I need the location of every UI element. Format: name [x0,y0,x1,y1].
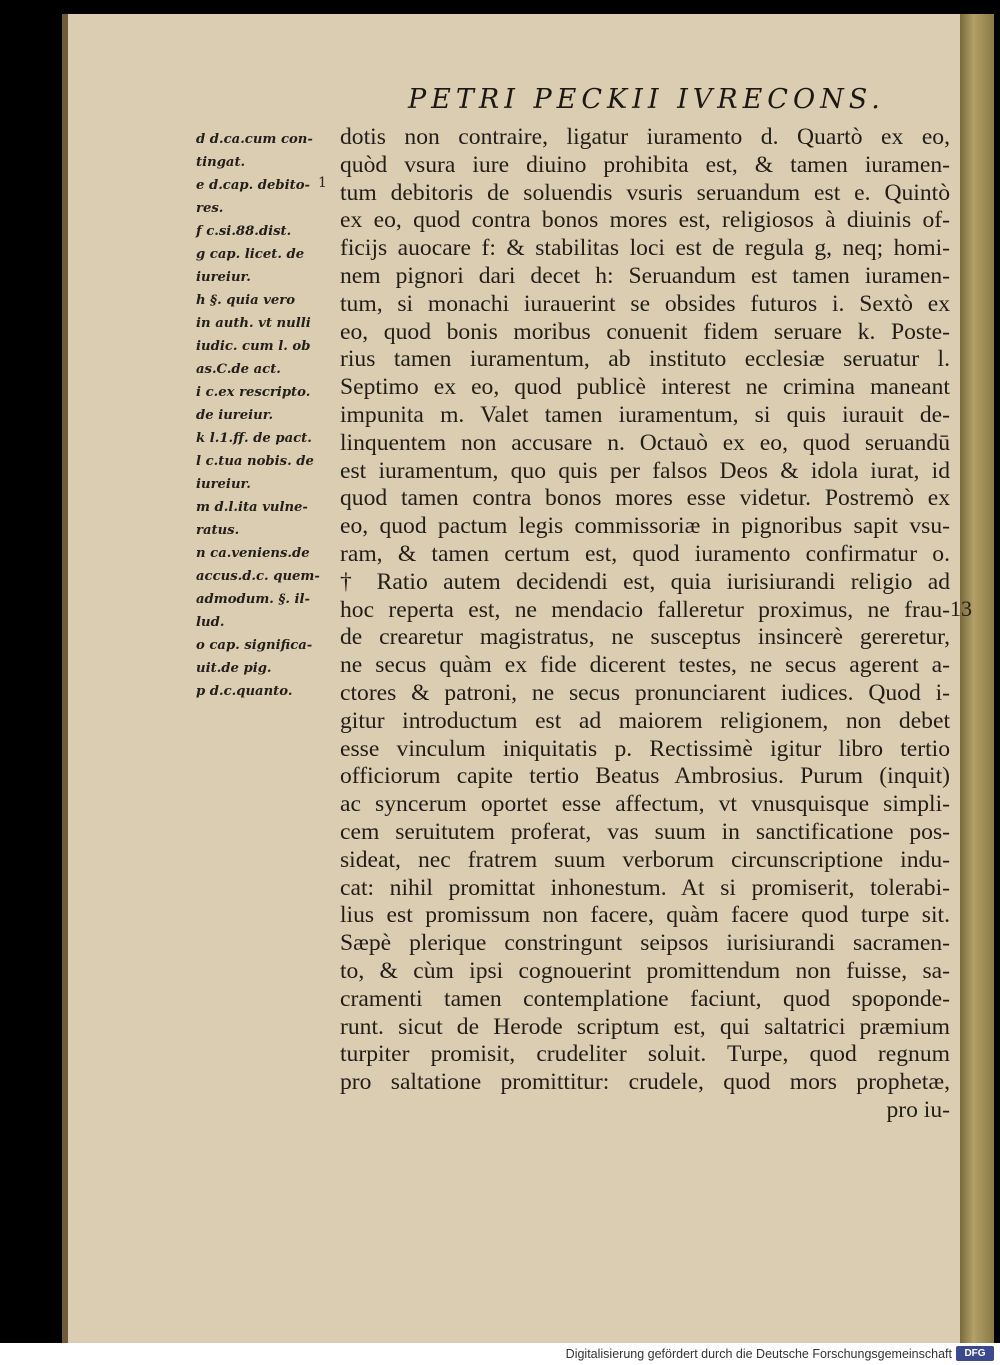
marginal-note-line: h §. quia vero [196,293,296,308]
marginal-note-line: f c.si.88.dist. [196,224,292,239]
marginal-notes [196,128,336,703]
text-line: eo, quod bonis moribus conuenit fidem seruare k. Poste- [340,318,950,345]
text-line: tum debitoris de soluendis vsuris seruandum est e. Quintò [340,179,950,206]
text-line: est iuramentum, quo quis per falsos Deos & idola iurat, id [340,457,950,484]
text-line: sideat, nec fratrem suum verborum circunscriptione indu- [340,846,950,873]
text-line: ram, & tamen certum est, quod iuramento confirmatur o. [340,540,950,567]
text-line: quòd vsura iure diuino prohibita est, & tamen iuramen- [340,151,950,178]
marginal-note-line: k l.1.ff. de pact. [196,431,312,446]
marginal-note-line: i c.ex rescripto. [196,385,311,400]
text-line: quod tamen contra bonos mores esse videtur. Postremò ex [340,485,950,512]
text-line: † Ratio autem decidendi est, quia iurisiurandi religio ad [340,568,950,595]
marginal-note-line: o cap. significa- [196,638,313,653]
text-line: esse vinculum iniquitatis p. Rectissimè igitur libro tertio [340,735,950,762]
page-gutter [62,14,68,1343]
marginal-note-line: ratus. [196,523,240,538]
text-line: gitur introductum est ad maiorem religionem, non debet [340,707,950,734]
text-line: linquentem non accusare n. Octauò ex eo, quod seruandū [340,429,950,456]
marginal-note-line: p d.c.quanto. [196,684,293,699]
text-line: tum, si monachi iurauerint se obsides futuros i. Sextò ex [340,290,950,317]
text-line: rius tamen iuramentum, ab instituto ecclesiæ seruatur l. [340,346,950,373]
signature-mark: 1 [318,175,327,191]
main-text [340,124,950,1125]
text-line: turpiter promisit, crudeliter soluit. Turpe, quod regnum [340,1041,950,1068]
text-line: pro saltatione promittitur: crudele, quod mors prophetæ, [340,1069,950,1096]
dfg-logo: DFG [956,1346,994,1361]
text-line: impunita m. Valet tamen iuramentum, si quis iurauit de- [340,401,950,428]
marginal-note-line: in auth. vt nulli [196,316,311,331]
marginal-note-line: d d.ca.cum con- [196,132,313,147]
margin-number: 13 [950,596,972,621]
text-line: ex eo, quod contra bonos mores est, religiosos à diuinis of- [340,207,950,234]
marginal-note-line: uit.de pig. [196,661,272,676]
text-line: cat: nihil promittat inhonestum. At si promiserit, tolerabi- [340,874,950,901]
footer-bar [0,1343,1000,1365]
text-line: hoc reperta est, ne mendacio falleretur proximus, ne frau- [340,596,950,623]
text-line: Sæpè plerique constringunt seipsos iurisiurandi sacramen- [340,930,950,957]
text-line: runt. sicut de Herode scriptum est, qui saltatrici præmium [340,1013,950,1040]
text-line: eo, quod pactum legis commissoriæ in pignoribus sapit vsu- [340,513,950,540]
text-line: cem seruitutem proferat, vas suum in sanctificatione pos- [340,818,950,845]
running-header: PETRI PECKII IVRECONS. [408,84,885,115]
text-line: pro iu- [886,1096,950,1123]
marginal-note-line: de iureiur. [196,408,274,423]
marginal-note-line: res. [196,201,224,216]
marginal-note-line: m d.l.ita vulne- [196,500,308,515]
marginal-note-line: l c.tua nobis. de [196,454,314,469]
marginal-note-line: iureiur. [196,477,251,492]
text-line: ne secus quàm ex fide dicerent testes, ne secus agerent a- [340,652,950,679]
text-line: ficijs auocare f: & stabilitas loci est de regula g, neq; homi- [340,235,950,262]
text-line: ac syncerum oportet esse affectum, vt vnusquisque simpli- [340,791,950,818]
marginal-note-line: tingat. [196,155,246,170]
text-line: nem pignori dari decet h: Seruandum est tamen iuramen- [340,262,950,289]
text-line: to, & cùm ipsi cognouerint promittendum non fuisse, sa- [340,957,950,984]
marginal-note-line: accus.d.c. quem- [196,569,320,584]
text-line: Septimo ex eo, quod publicè interest ne crimina maneant [340,374,950,401]
marginal-note-line: lud. [196,615,225,630]
marginal-note-line: iureiur. [196,270,251,285]
page-edge [960,14,994,1343]
marginal-note-line: g cap. licet. de [196,247,305,262]
text-line: lius est promissum non facere, quàm facere quod turpe sit. [340,902,950,929]
marginal-note-line: n ca.veniens.de [196,546,310,561]
marginal-note-line: admodum. §. il- [196,592,311,607]
marginal-note-line: as.C.de act. [196,362,281,377]
marginal-note-line: e d.cap. debito- [196,178,310,193]
funding-credit: Digitalisierung gefördert durch die Deutsche Forschungsgemeinschaft [565,1347,952,1361]
marginal-note-line: iudic. cum l. ob [196,339,311,354]
text-line: de crearetur magistratus, ne susceptus insincerè gereretur, [340,624,950,651]
text-line: officiorum capite tertio Beatus Ambrosius. Purum (inquit) [340,763,950,790]
text-line: dotis non contraire, ligatur iuramento d. Quartò ex eo, [340,124,950,150]
text-line: cramenti tamen contemplatione faciunt, quod spoponde- [340,985,950,1012]
text-line: ctores & patroni, ne secus pronunciarent iudices. Quod i- [340,679,950,706]
